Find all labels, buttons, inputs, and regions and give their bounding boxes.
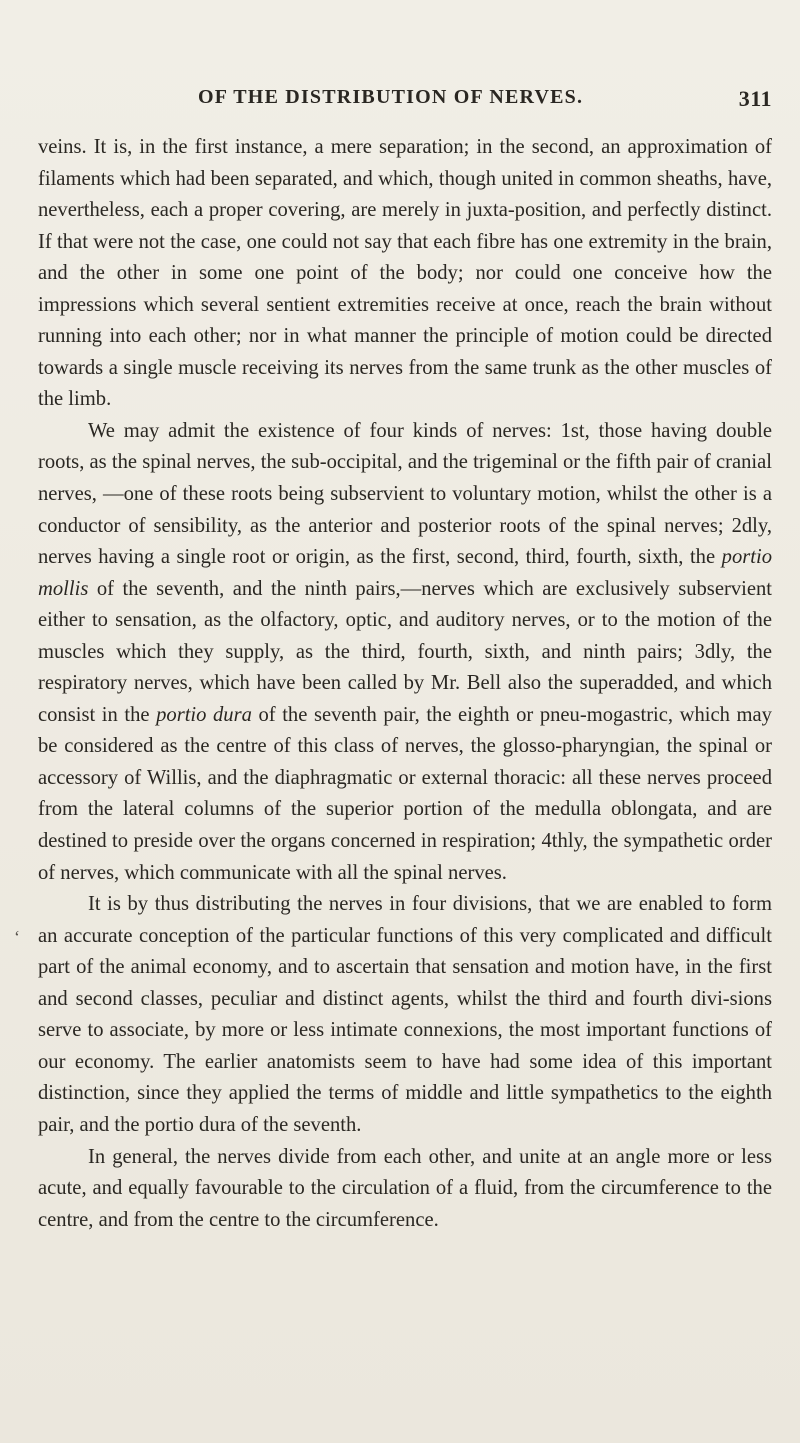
- paragraph-1: veins. It is, in the first instance, a mere separation; in the second, an approximation of filaments which had been separated, and which, though united in common sheaths, have, nevertheless, each a proper covering, are merely in juxta-position, and perfectly distinct. If that were not the case, one could not say that each fibre has one extremity in the brain, and the other in some one point of the body; nor could one conceive how the impressions which several sentient extremities receive at once, reach the brain without running into each other; nor in what manner the principle of motion could be directed towards a single muscle receiving its nerves from the same trunk as the other muscles of the limb.: [38, 136, 772, 411]
- body-text: [38, 132, 772, 1236]
- paragraph-2: [38, 416, 772, 889]
- paragraph-2-part-3: of the seventh pair, the eighth or pneu-mogastric, which may be considered as the centre of this class of nerves, the glosso-pharyngian, the spinal or accessory of Willis, and the diaphragmatic or external thoracic: all these nerves proceed from the lateral columns of the superior portion of the medulla oblongata, and are destined to preside over the organs concerned in respiration; 4thly, the sympathetic order of nerves, which communicate with all the spinal nerves.: [38, 703, 772, 884]
- paragraph-2-part-1: We may admit the existence of four kinds of nerves: 1st, those having double roots, as the spinal nerves, the sub-occipital, and the trigeminal or the fifth pair of cranial nerves, —one of these roots being subservient to voluntary motion, whilst the other is a conductor of sensibility, as the anterior and posterior roots of the spinal nerves; 2dly, nerves having a single root or origin, as the first, second, third, fourth, sixth, the: [38, 419, 772, 569]
- paragraph-3: It is by thus distributing the nerves in four divisions, that we are enabled to form an accurate conception of the particular functions of this very complicated and difficult part of the animal economy, and to ascertain that sensation and motion have, in the first and second classes, peculiar and distinct agents, whilst the third and fourth divi-sions serve to associate, by more or less intimate connexions, the most important functions of our economy. The earlier anatomists seem to have had some idea of this important distinction, since they applied the terms of middle and little sympathetics to the eighth pair, and the portio dura of the seventh.: [38, 893, 772, 1136]
- running-head: [38, 86, 772, 116]
- marginal-mark: ‘: [14, 927, 20, 947]
- paragraph-2-italic-2: portio dura: [156, 703, 252, 726]
- page-number: 311: [738, 86, 772, 111]
- running-title: OF THE DISTRIBUTION OF NERVES.: [198, 86, 584, 108]
- paragraph-2-italic-1: portio mollis: [38, 546, 772, 600]
- paragraph-4: In general, the nerves divide from each other, and unite at an angle more or less acute, and equally favourable to the circulation of a fluid, from the circumference to the centre, and from the centre to the circumference.: [38, 1145, 772, 1231]
- paragraph-2-part-2: of the seventh, and the ninth pairs,—nerves which are exclusively subservient either to sensation, as the olfactory, optic, and auditory nerves, or to the motion of the muscles which they supply, as the third, fourth, sixth, and ninth pairs; 3dly, the respiratory nerves, which have been called by Mr. Bell also the superadded, and which consist in the: [38, 577, 772, 726]
